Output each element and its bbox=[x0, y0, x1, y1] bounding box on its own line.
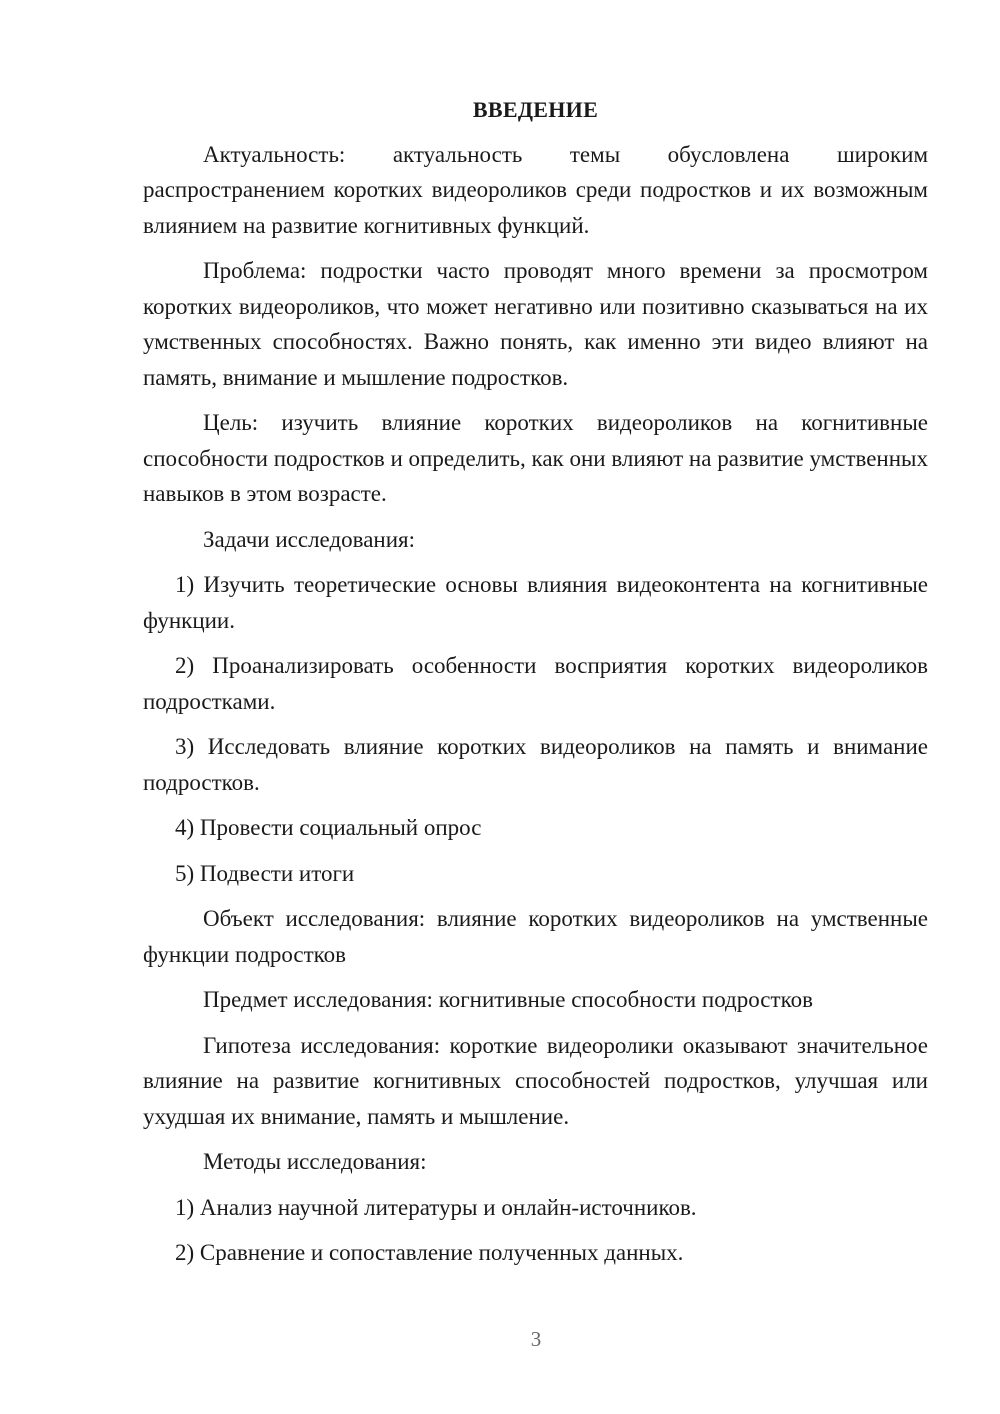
section-title: ВВЕДЕНИЕ bbox=[472, 97, 599, 122]
subject-paragraph: Предмет исследования: когнитивные способности подростков bbox=[203, 987, 813, 1012]
problem-paragraph: Проблема: подростки часто проводят много времени за просмотром коротких видеороликов, что может негативно или позитивно сказываться на их умственных способностях. Важно понять, как именно эти видео влияют на память, внимание и мышление подростков. bbox=[143, 258, 928, 390]
methods-heading: Методы исследования: bbox=[203, 1149, 427, 1174]
relevance-paragraph: Актуальность: актуальность темы обусловлена широким распространением коротких видеороликов среди подростков и их возможным влиянием на развитие когнитивных функций. bbox=[143, 141, 928, 238]
task-item: 1) Изучить теоретические основы влияния видеоконтента на когнитивные функции. bbox=[143, 572, 928, 633]
task-item: 4) Провести социальный опрос bbox=[175, 815, 482, 840]
task-item: 2) Проанализировать особенности восприятия коротких видеороликов подростками. bbox=[143, 653, 928, 714]
method-item: 2) Сравнение и сопоставление полученных данных. bbox=[175, 1240, 684, 1265]
task-item: 5) Подвести итоги bbox=[175, 860, 355, 886]
page-content bbox=[143, 92, 928, 1281]
hypothesis-paragraph: Гипотеза исследования: короткие видеоролики оказывают значительное влияние на развитие когнитивных способностей подростков, улучшая или ухудшая их внимание, память и мышление. bbox=[143, 1032, 928, 1129]
tasks-heading: Задачи исследования: bbox=[203, 526, 416, 552]
method-item: 1) Анализ научной литературы и онлайн-источников. bbox=[175, 1194, 697, 1220]
goal-paragraph: Цель: изучить влияние коротких видеороликов на когнитивные способности подростков и определить, как они влияют на развитие умственных навыков в этом возрасте. bbox=[143, 410, 928, 506]
object-paragraph: Объект исследования: влияние коротких видеороликов на умственные функции подростков bbox=[143, 906, 928, 967]
task-item: 3) Исследовать влияние коротких видеороликов на память и внимание подростков. bbox=[143, 734, 928, 795]
page-number: 3 bbox=[530, 1327, 542, 1351]
